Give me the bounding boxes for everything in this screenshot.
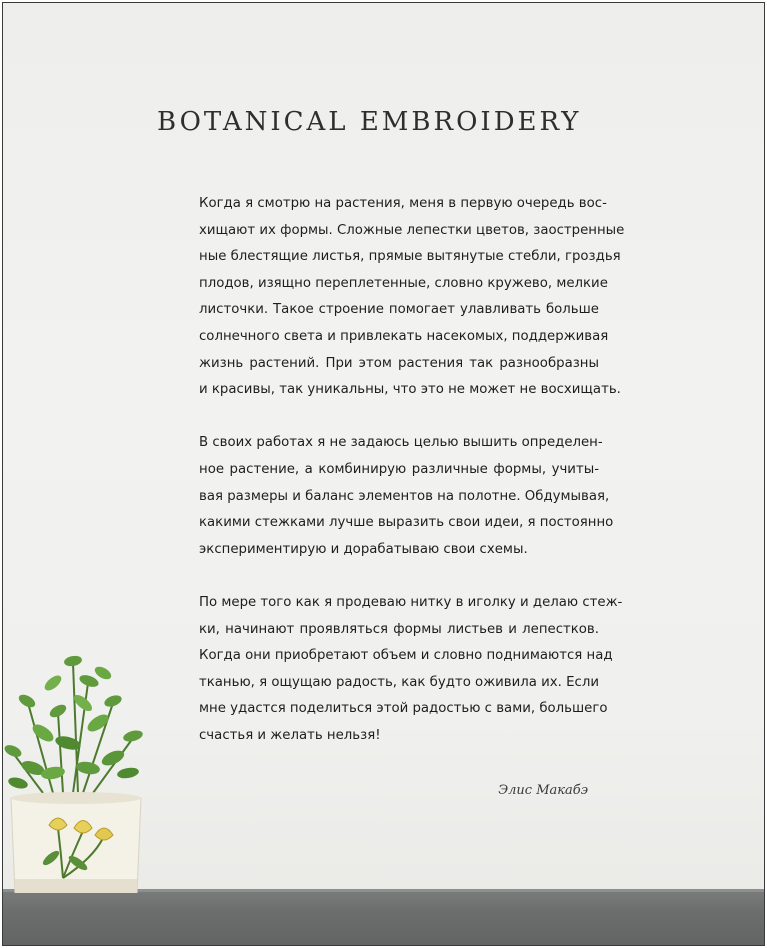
text-line: экспериментирую и дорабатываю свои схемы.	[199, 541, 528, 557]
tin-pot	[11, 792, 141, 893]
book-page	[2, 2, 765, 946]
text-line: Когда они приобретают объем и словно поднимаются над	[199, 648, 613, 664]
text-line: какими стежками лучше выразить свои идеи, я постоянно	[199, 515, 614, 531]
text-line: солнечного света и привлекать насекомых, поддерживая	[199, 328, 609, 344]
text-line: Когда я смотрю на растения, меня в первую очередь вос-	[199, 196, 607, 211]
text-line: хищают их формы. Сложные лепестки цветов, заостренные	[199, 222, 625, 238]
author-signature: Элис Макабэ	[498, 783, 588, 798]
text-line: и красивы, так уникальны, что это не может не восхищать.	[199, 382, 621, 398]
table-surface	[3, 889, 764, 945]
page-title: BOTANICAL EMBROIDERY	[157, 107, 582, 137]
text-line: В своих работах я не задаюсь целью вышить определен-	[199, 435, 603, 451]
paragraph-1	[199, 191, 625, 404]
text-line: плодов, изящно переплетенные, словно кружево, мелкие	[199, 275, 608, 291]
paragraph-2	[199, 430, 614, 563]
potted-plant-illustration	[3, 643, 173, 893]
text-line: ки, начинают проявляться формы листьев и лепестков.	[199, 621, 599, 637]
text-line: вая размеры и баланс элементов на полотне. Обдумывая,	[199, 488, 610, 504]
paragraph-3	[199, 590, 623, 750]
body-text	[199, 191, 625, 776]
text-line: ное растение, а комбинирую различные формы, учиты-	[199, 461, 599, 477]
text-line: мне удастся поделиться этой радостью с вами, большего	[199, 701, 608, 717]
text-line: тканью, я ощущаю радость, как будто оживила их. Если	[199, 674, 599, 690]
text-line: По мере того как я продеваю нитку в иголку и делаю стеж-	[199, 594, 623, 610]
text-line: жизнь растений. При этом растения так разнообразны	[199, 355, 599, 371]
text-line: счастья и желать нельзя!	[199, 727, 381, 743]
text-line: листочки. Такое строение помогает улавливать больше	[199, 302, 599, 318]
text-line: ные блестящие листья, прямые вытянутые стебли, гроздья	[199, 249, 621, 265]
